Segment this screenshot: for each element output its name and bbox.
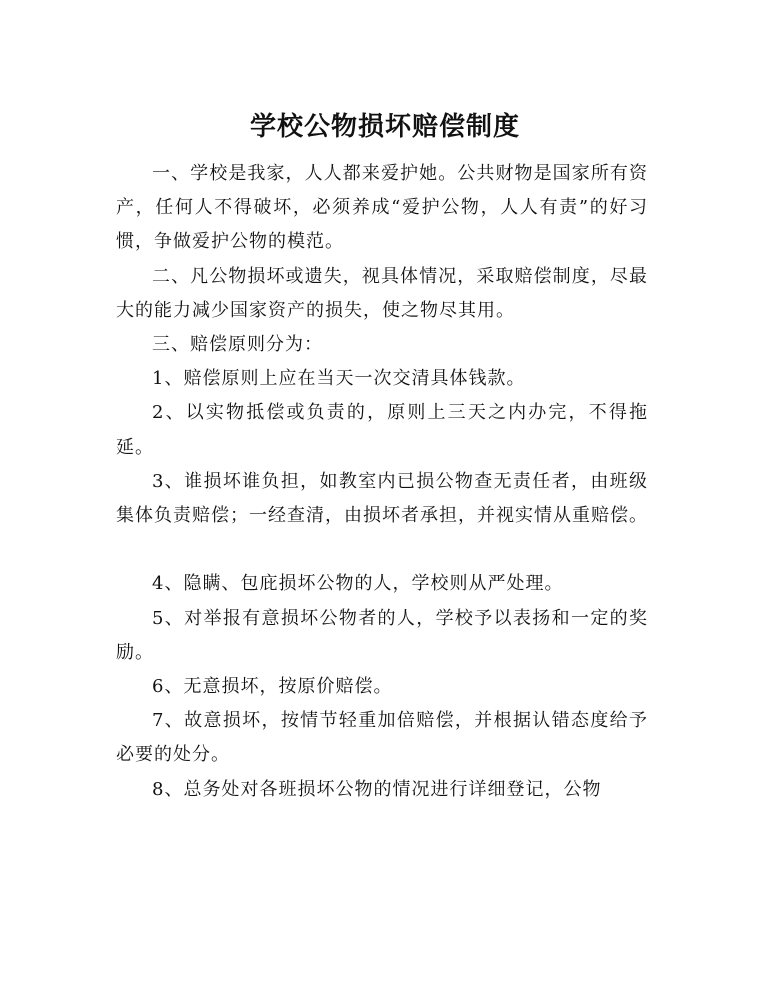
paragraph-6: 3、谁损坏谁负担，如教室内已损公物查无责任者，由班级集体负责赔偿；一经查清，由损坏者承担，并视实情从重赔偿。: [116, 470, 648, 527]
paragraph-10: 7、故意损坏，按情节轻重加倍赔偿，并根据认错态度给予必要的处分。: [116, 710, 648, 766]
paragraph-1: 一、学校是我家，人人都来爱护她。公共财物是国家所有资产，任何人不得破坏，必须养成“爱护公物，人人有责”的好习惯，争做爱护公物的模范。: [116, 163, 648, 253]
paragraph-2: 二、凡公物损坏或遗失，视具体情况，采取赔偿制度，尽最大的能力减少国家资产的损失，使之物尽其用。: [116, 265, 648, 321]
paragraph-8: 5、对举报有意损坏公物者的人，学校予以表扬和一定的奖励。: [116, 607, 648, 663]
paragraph-7: 4、隐瞒、包庇损坏公物的人，学校则从严处理。: [152, 573, 564, 595]
page-title: 学校公物损坏赔偿制度: [249, 112, 520, 142]
paragraph-11: 8、总务处对各班损坏公物的情况进行详细登记，公物: [152, 778, 602, 800]
paragraph-3: 三、赔偿原则分为：: [152, 334, 323, 356]
document-body: [116, 157, 648, 807]
paragraph-5: 2、以实物抵偿或负责的，原则上三天之内办完，不得拖延。: [116, 402, 648, 458]
paragraph-9: 6、无意损坏，按原价赔偿。: [152, 676, 393, 698]
paragraph-4: 1、赔偿原则上应在当天一次交清具体钱款。: [152, 368, 526, 390]
